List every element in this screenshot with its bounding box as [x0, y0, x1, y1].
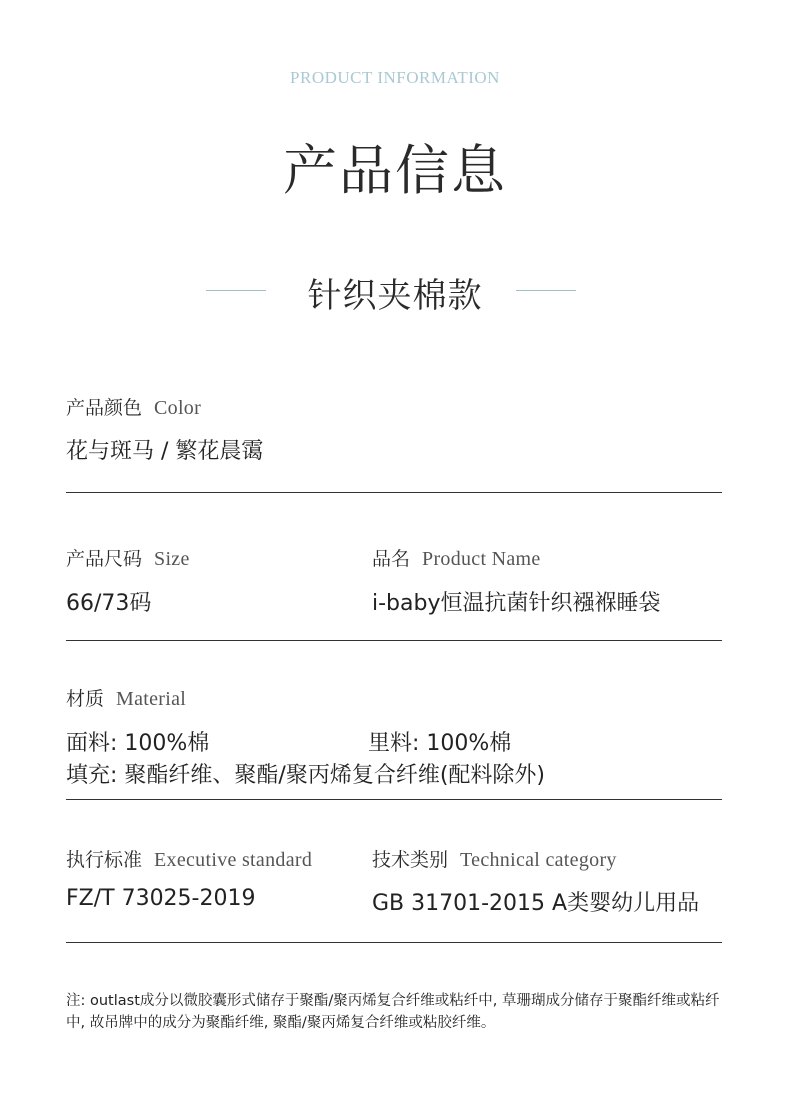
size-label-en: Size [154, 548, 190, 570]
size-value: 66/73码 [66, 591, 152, 616]
divider-4 [66, 942, 722, 943]
color-label-cn: 产品颜色 [66, 397, 143, 419]
standard-label-en: Executive standard [154, 849, 313, 871]
footnote: 注: outlast成分以微胶囊形式储存于聚酯/聚丙烯复合纤维或粘纤中, 草珊瑚成分储存于聚酯纤维或粘纤中, 故吊牌中的成分为聚酯纤维, 聚酯/聚丙烯复合纤维或粘胶纤维。 [66, 993, 720, 1031]
product-name-label-cn: 品名 [372, 548, 411, 570]
subtitle-row [0, 268, 790, 316]
product-name-label [372, 544, 541, 571]
material-lining: 里料: 100%棉 [368, 731, 512, 756]
subtitle-right-rule [516, 290, 576, 291]
size-label [66, 544, 190, 571]
color-label [66, 393, 201, 420]
divider-1 [66, 492, 722, 493]
product-name-value: i-baby恒温抗菌针织襁褓睡袋 [372, 591, 661, 616]
standard-label [66, 845, 312, 872]
page-title: 产品信息 [283, 139, 507, 202]
divider-3 [66, 799, 722, 800]
color-value: 花与斑马 / 繁花晨霭 [66, 439, 264, 464]
material-label-cn: 材质 [66, 688, 105, 710]
category-label-cn: 技术类别 [372, 849, 449, 871]
color-label-en: Color [154, 397, 202, 419]
size-label-cn: 产品尺码 [66, 548, 143, 570]
standard-value: FZ/T 73025-2019 [66, 886, 256, 911]
material-filling: 填充: 聚酯纤维、聚酯/聚丙烯复合纤维(配料除外) [66, 763, 545, 788]
section-subtitle: 针织夹棉款 [307, 276, 483, 316]
eyebrow-heading: PRODUCT INFORMATION [290, 68, 500, 87]
material-label [66, 684, 186, 711]
material-label-en: Material [116, 688, 187, 710]
category-value: GB 31701-2015 A类婴幼儿用品 [372, 891, 700, 916]
material-outer: 面料: 100%棉 [66, 731, 210, 756]
standard-label-cn: 执行标准 [66, 849, 143, 871]
divider-2 [66, 640, 722, 641]
category-label-en: Technical category [460, 849, 617, 871]
category-label [372, 845, 617, 872]
product-name-label-en: Product Name [422, 548, 541, 570]
